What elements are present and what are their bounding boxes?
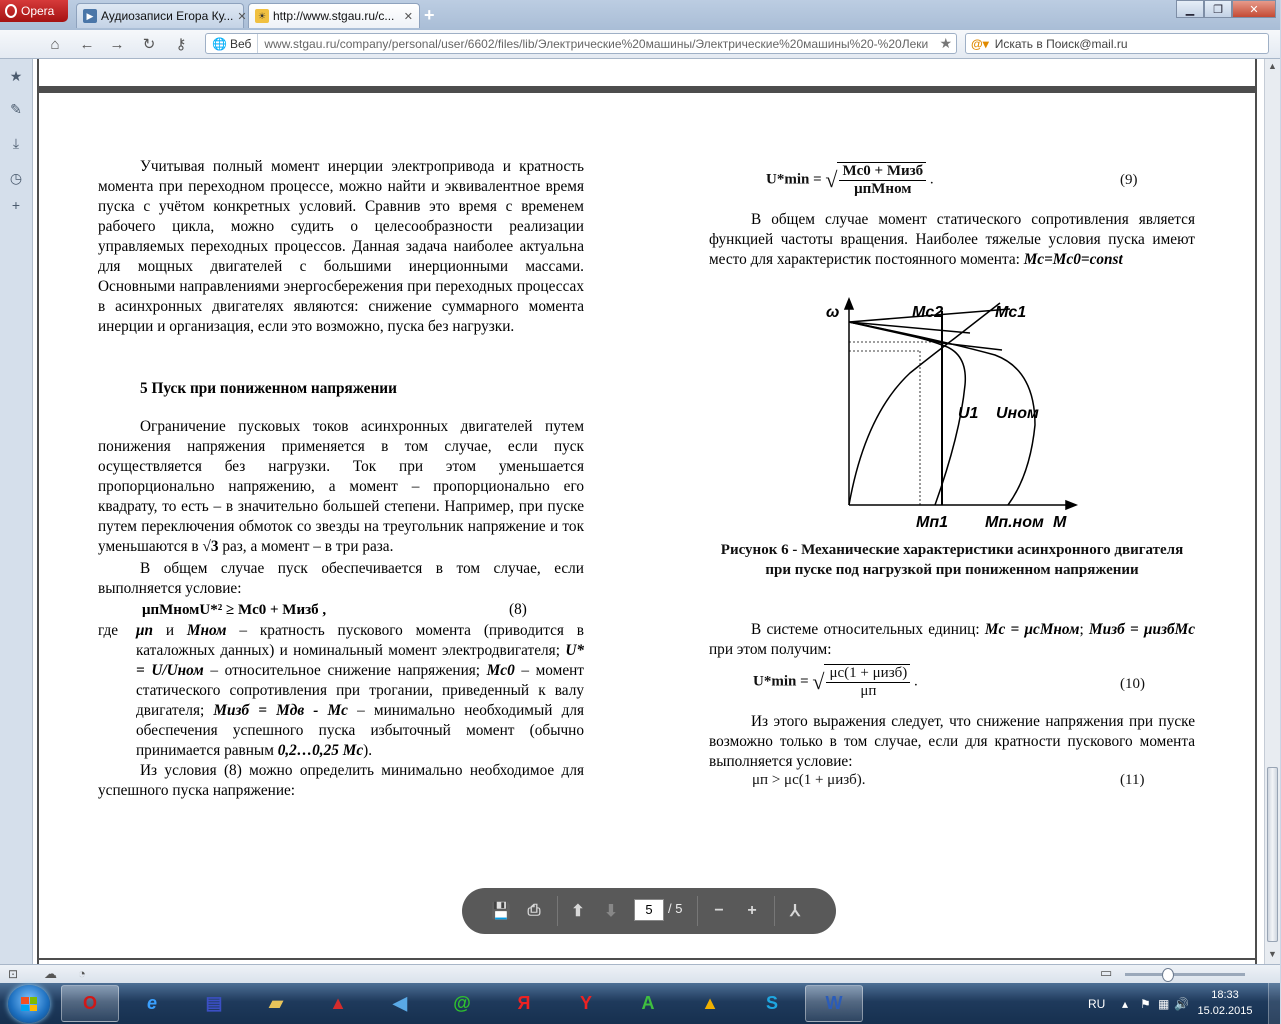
text: – относительное снижение напряжения;: [210, 662, 481, 679]
add-panel-icon[interactable]: +: [11, 197, 21, 213]
home-icon[interactable]: ⌂: [50, 35, 60, 53]
forward-icon[interactable]: →: [109, 35, 125, 53]
equation: Mс=Mс0=const: [1023, 251, 1123, 268]
separator: [697, 896, 698, 926]
paragraph: Из условия (8) можно определить минимально необходимое для успешного пуска напряжение:: [98, 762, 584, 799]
page-border-right: [1255, 59, 1257, 964]
definitions: [98, 621, 584, 761]
text: при этом получим:: [709, 641, 832, 658]
right-column-text-3: [709, 712, 1195, 772]
minimize-button[interactable]: ▁: [1176, 0, 1204, 18]
section-heading: 5 Пуск при пониженном напряжении: [140, 380, 397, 397]
paragraph: [98, 417, 584, 557]
scroll-up-icon[interactable]: ▲: [1268, 61, 1277, 71]
axis-label-w: ω: [826, 304, 840, 321]
sidebar: [0, 59, 33, 964]
sqrt-sign: √: [812, 669, 825, 694]
text: ;: [1079, 621, 1084, 638]
vk-icon: ▶: [83, 9, 97, 23]
scroll-down-icon[interactable]: ▼: [1268, 949, 1277, 959]
clock-time: 18:33: [1211, 989, 1239, 1001]
numerator: Mс0 + Mизб: [839, 163, 926, 181]
text: В общем случае момент статического сопротивления является функцией частоты вращения. Наиболее тяжелые условия пуска имеют место для характеристик постоянного момента:: [709, 211, 1195, 268]
separator: [774, 896, 775, 926]
right-column-text-2: [709, 620, 1195, 660]
url-text[interactable]: www.stgau.ru/company/personal/user/6602/files/lib/Электрические%20машины/Электрические%20машины%20-%20Леки: [264, 36, 929, 51]
text: В системе относительных единиц:: [751, 621, 980, 638]
maximize-button[interactable]: ❐: [1204, 0, 1232, 18]
label-mp1: Mп1: [916, 514, 948, 531]
search-engine-icon[interactable]: @▾: [971, 36, 989, 51]
network-icon[interactable]: ▦: [1158, 996, 1170, 1011]
vertical-scrollbar[interactable]: [1264, 59, 1280, 964]
acrobat-icon[interactable]: ⅄: [790, 903, 800, 920]
sqrt-body: [837, 162, 926, 198]
language-indicator[interactable]: RU: [1088, 996, 1106, 1011]
denominator: μп: [860, 683, 877, 699]
text: – момент статического сопротивления при трогании, приведенный к валу двигателя;: [136, 662, 584, 719]
fraction: [826, 665, 910, 700]
paragraph: В общем случае пуск обеспечивается в том случае, если выполняется условие:: [98, 560, 584, 597]
mc2-curve: [849, 322, 970, 333]
formula-lhs: U*min =: [753, 673, 809, 690]
yandex-icon[interactable]: Я: [517, 993, 531, 1013]
equation: Mизб = μизбMс: [1089, 621, 1195, 638]
label-mpnom: Mп.ном: [985, 514, 1044, 531]
text: Ограничение пусковых токов асинхронных двигателей путем понижения напряжения применяется в том случае, если пуск осуществляется без нагрузки. Ток при этом уменьшается пропорционально напряжению, а момент – пропорционально его квадрату, то есть – в значительно большей степени. Например, при пуске путем переключения обмоток со звезды на треугольник напряжение и ток уменьшаются в: [98, 418, 584, 555]
zoom-out-icon[interactable]: −: [714, 902, 724, 919]
paragraph: Учитывая полный момент инерции электропривода и кратность момента при переходном процессе, можно найти и эквивалентное время пуска с учётом конкретных условий. Сравнив это время с временем рабочего цикла, можно судить о целесообразности реализации управляемых переходных процессов. Данная задача наиболее актуальна для мощных двигателей с большими инерционными массами. Основными направлениями энергосбережения при переходных процессах в асинхронных двигателях являются: снижение суммарного момента инерции и организация, если это возможно, пуска без нагрузки.: [98, 158, 584, 335]
page-border-left: [37, 59, 39, 964]
explorer-folder-icon[interactable]: ▰: [269, 993, 283, 1013]
formula-10: [753, 664, 918, 700]
taskbar: [0, 983, 1280, 1024]
formula-number: (10): [1120, 676, 1145, 692]
search-field[interactable]: [965, 33, 1269, 54]
paragraph: [709, 620, 1195, 660]
zoom-slider-track[interactable]: [1125, 973, 1245, 976]
opera-menu-button[interactable]: [0, 0, 68, 22]
y-axis-arrow: [845, 299, 853, 309]
bookmark-star-icon[interactable]: ★: [939, 35, 952, 51]
search-placeholder: Искать в Поиск@mail.ru: [994, 36, 1128, 51]
formula-11: μп > μс(1 + μизб).: [752, 772, 866, 788]
yandex-browser-icon[interactable]: Y: [579, 993, 592, 1013]
address-bar[interactable]: [205, 33, 957, 54]
formula-number: (9): [1120, 172, 1138, 188]
clock-date: 15.02.2015: [1197, 1005, 1253, 1017]
symbol: U* = U/Uном: [136, 642, 585, 679]
panel-toggle-icon[interactable]: ⊡: [8, 967, 19, 981]
clock[interactable]: [1192, 987, 1258, 1019]
symbol: Mном: [186, 622, 227, 639]
numerator: μс(1 + μизб): [826, 665, 910, 683]
pdf-reader-icon[interactable]: ▲: [329, 993, 347, 1013]
new-tab-button[interactable]: +: [424, 5, 435, 25]
tab-title: Аудиозаписи Егора Ку...: [101, 9, 234, 23]
fraction: [839, 163, 926, 198]
close-tab-icon[interactable]: ✕: [403, 10, 413, 23]
opera-logo-icon: [5, 4, 17, 18]
formula-dot: .: [914, 673, 918, 690]
skype-icon[interactable]: S: [765, 993, 778, 1013]
save-icon[interactable]: 💾: [491, 903, 511, 920]
separator: [557, 896, 558, 926]
sqrt-sign: √: [825, 167, 838, 192]
formula-lhs: U*min =: [766, 171, 822, 188]
web-badge-label: Веб: [229, 36, 252, 51]
history-icon[interactable]: ◷: [9, 169, 23, 186]
page-border-bottom: [37, 958, 1257, 960]
mail-agent-icon[interactable]: @: [453, 993, 471, 1013]
sqrt-body: [824, 664, 910, 700]
denominator: μпMном: [854, 181, 912, 197]
key-icon[interactable]: ⚷: [175, 36, 187, 53]
next-page-icon[interactable]: ⬇: [604, 903, 618, 920]
label-u1: U1: [958, 405, 979, 422]
page-number-input[interactable]: 5: [634, 899, 664, 921]
start-button[interactable]: [8, 985, 50, 1023]
tab-title: http://www.stgau.ru/c...: [273, 9, 395, 23]
text: – кратность пускового момента (приводится в каталожных данных) и номинальный момент электродвигателя;: [136, 622, 584, 659]
formula-8: [98, 599, 584, 621]
reload-icon[interactable]: ↻: [142, 36, 156, 53]
close-window-button[interactable]: ✕: [1232, 0, 1276, 18]
word-icon[interactable]: W: [805, 985, 863, 1022]
text: – минимально необходимый для обеспечения успешного пуска избыточный момент (обычно принимается равным: [136, 702, 585, 759]
symbol: Mс0: [486, 662, 515, 679]
floppy-icon[interactable]: ▤: [205, 993, 223, 1013]
formula-number: (11): [1120, 772, 1145, 788]
internet-explorer-icon[interactable]: e: [146, 993, 157, 1013]
speed-dial-icon[interactable]: ◔: [78, 966, 86, 981]
definitions-text: [136, 621, 584, 761]
formula-text: μпMномU*² ≥ Mс0 + Mизб ,: [142, 602, 327, 618]
formula-dot: .: [929, 171, 934, 188]
formula-number: (8): [509, 601, 527, 618]
paragraph: [709, 210, 1195, 270]
mc1-rising-curve: [849, 303, 1000, 505]
symbol: 0,2…0,25 Mс: [277, 742, 364, 759]
volume-icon[interactable]: 🔊: [1174, 996, 1189, 1011]
where-label: где: [98, 622, 119, 639]
sqrt-symbol: √3: [202, 538, 219, 555]
green-a-icon[interactable]: A: [641, 993, 655, 1013]
notes-icon[interactable]: ✎: [10, 100, 22, 117]
right-column-text: [709, 210, 1195, 270]
status-bar: [0, 964, 1280, 984]
paragraph: Из этого выражения следует, что снижение напряжения при пуске возможно только в том случае, если для кратности пускового момента выполняется условие:: [709, 713, 1195, 770]
media-player-icon[interactable]: ◀: [393, 993, 407, 1013]
navigation-bar: [0, 30, 1280, 59]
tray-arrow-icon[interactable]: ▴: [1122, 996, 1129, 1011]
cloud-icon[interactable]: ☁: [44, 966, 57, 981]
text: и: [165, 622, 175, 639]
flag-icon[interactable]: ⚑: [1140, 996, 1151, 1011]
symbol: μп: [136, 622, 154, 639]
zoom-in-icon[interactable]: +: [747, 902, 757, 919]
zoom-slider-knob[interactable]: [1162, 968, 1174, 982]
back-icon[interactable]: ←: [79, 35, 95, 53]
title-bar: [0, 0, 1280, 30]
window-controls: [1176, 0, 1276, 18]
windows-logo-icon: [21, 997, 37, 1011]
page-icon: ☀: [255, 9, 269, 23]
left-column: [98, 157, 584, 801]
label-unom: Uном: [996, 405, 1039, 422]
equation: Mс = μсMном: [984, 621, 1080, 638]
page-total: / 5: [668, 901, 683, 916]
view-icon[interactable]: ▭: [1100, 965, 1113, 980]
star-icon[interactable]: ★: [9, 67, 23, 84]
tab-audio[interactable]: [76, 3, 247, 28]
download-icon[interactable]: ⤓: [12, 134, 20, 151]
x-axis-arrow: [1066, 501, 1076, 509]
page-divider: [37, 86, 1257, 93]
close-tab-icon[interactable]: ✕: [237, 10, 247, 23]
u1-curve: [849, 322, 965, 505]
previous-page-icon[interactable]: ⬆: [571, 903, 585, 920]
scroll-thumb[interactable]: [1267, 767, 1278, 942]
label-mc2: Mс2: [912, 304, 944, 321]
formula-9: [766, 162, 934, 198]
tab-stgau[interactable]: [248, 3, 420, 28]
label-mc1: Mс1: [995, 304, 1027, 321]
web-badge[interactable]: [206, 34, 258, 53]
figure-caption: Рисунок 6 - Механические характеристики асинхронного двигателя при пуске под нагрузкой при пониженном напряжении: [720, 542, 1184, 578]
show-desktop-button[interactable]: [1268, 983, 1281, 1024]
print-icon[interactable]: ⎙: [527, 902, 541, 919]
opera-taskbar-icon[interactable]: O: [61, 985, 119, 1022]
text: ).: [363, 742, 373, 759]
globe-icon: 🌐: [212, 36, 227, 51]
text: раз, а момент – в три раза.: [222, 538, 394, 555]
axis-label-m: M: [1053, 514, 1067, 531]
symbol: Mизб = Mдв - Mс: [213, 702, 348, 719]
opera-label: Opera: [21, 4, 55, 18]
avast-icon[interactable]: ▲: [701, 993, 719, 1013]
mechanical-characteristics-figure: [820, 295, 1082, 535]
